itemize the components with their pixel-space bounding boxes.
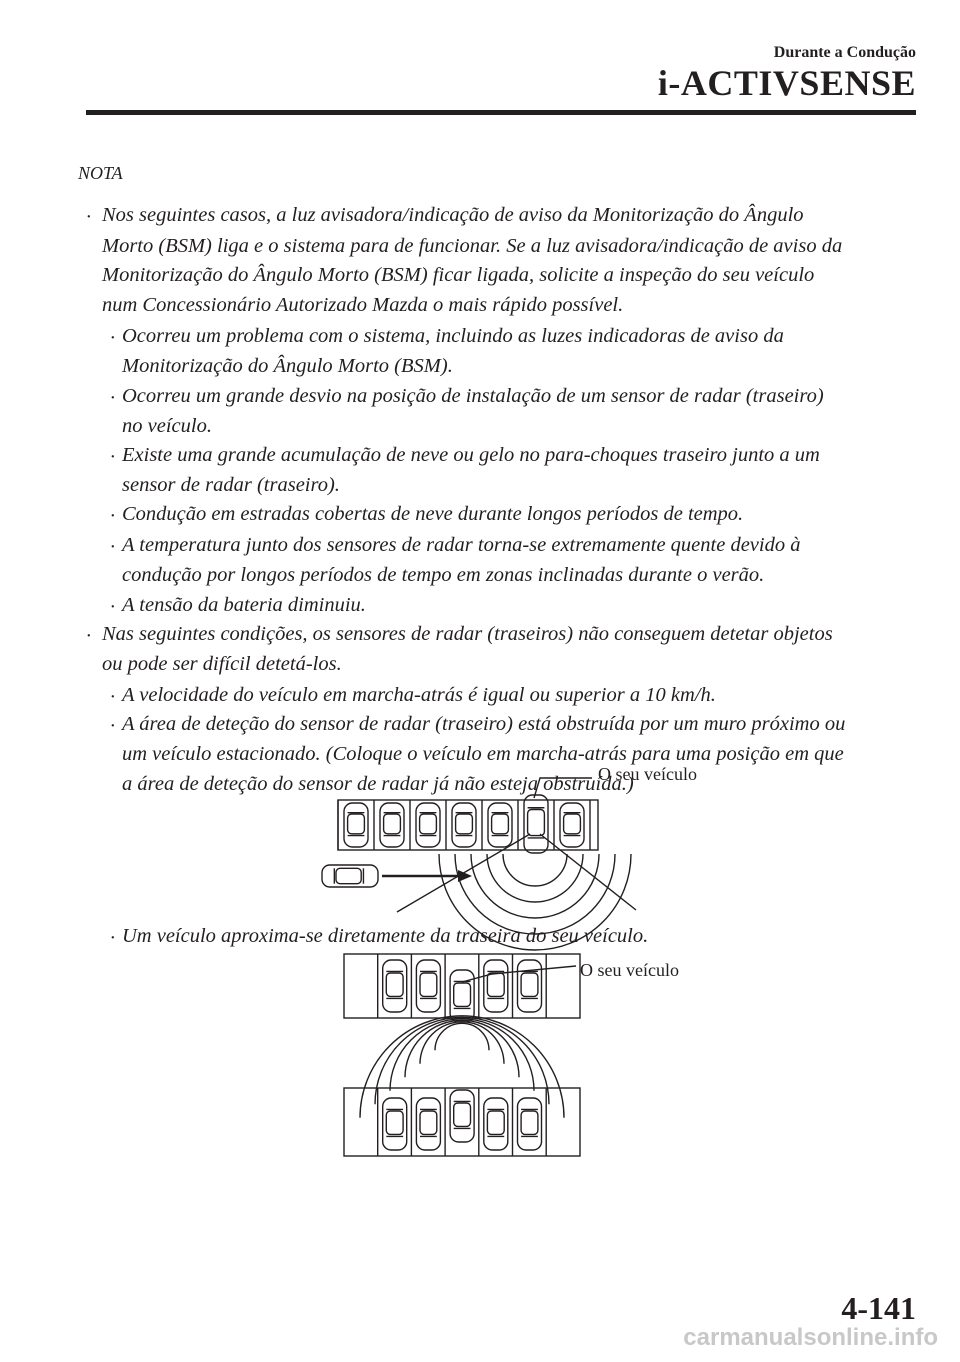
radar-arc (375, 1017, 549, 1104)
bullet-icon: · (110, 387, 115, 409)
sub-item-line: Ocorreu um problema com o sistema, incluindo as luzes indicadoras de aviso da (122, 325, 784, 347)
car-icon (416, 803, 440, 847)
car-icon (518, 960, 542, 1012)
car-icon (383, 960, 407, 1012)
car-icon (560, 803, 584, 847)
sub-item-line: no veículo. (122, 415, 212, 437)
bullet-icon: · (110, 596, 115, 618)
sub-item-line: um veículo estacionado. (Coloque o veículo em marcha-atrás para uma posição em que (122, 743, 844, 765)
car-icon (380, 803, 404, 847)
note-text-line: Nos seguintes casos, a luz avisadora/indicação de aviso da Monitorização do Ângulo (102, 204, 804, 226)
sub-item-line: a área de deteção do sensor de radar já não esteja obstruída.) (122, 773, 634, 795)
note-text-line: ou pode ser difícil detetá-los. (102, 653, 342, 675)
bullet-icon: · (86, 625, 91, 647)
bullet-icon: · (86, 206, 91, 228)
sub-item-line: Monitorização do Ângulo Morto (BSM). (122, 355, 453, 377)
sub-item-line: Um veículo aproxima-se diretamente da traseira do seu veículo. (122, 925, 649, 947)
sub-item-line: condução por longos períodos de tempo em zonas inclinadas durante o verão. (122, 564, 765, 586)
parking-diagram-rear-approach (342, 952, 582, 1162)
note-text-line: Nas seguintes condições, os sensores de radar (traseiros) não conseguem detetar objetos (102, 623, 833, 645)
car-icon (450, 1090, 474, 1142)
bullet-icon: · (110, 446, 115, 468)
bullet-icon: · (110, 536, 115, 558)
car-icon (452, 803, 476, 847)
car-icon (524, 795, 548, 853)
section-label: Durante a Condução (773, 44, 916, 61)
car-icon (344, 803, 368, 847)
note-text-line: Monitorização do Ângulo Morto (BSM) ficar ligada, solicite a inspeção do seu veículo (102, 264, 815, 286)
car-icon (518, 1098, 542, 1150)
page-number: 4-141 (841, 1290, 916, 1326)
note-text-line: Morto (BSM) liga e o sistema para de funcionar. Se a luz avisadora/indicação de aviso da (102, 235, 843, 257)
radar-arc (435, 1023, 489, 1050)
bullet-icon: · (110, 927, 115, 949)
sub-item-line: Condução em estradas cobertas de neve durante longos períodos de tempo. (122, 503, 744, 525)
sub-item-line: A área de deteção do sensor de radar (traseiro) está obstruída por um muro próximo ou (122, 713, 846, 735)
car-icon (416, 960, 440, 1012)
car-icon (488, 803, 512, 847)
sub-item-line: A temperatura junto dos sensores de radar torna-se extremamente quente devido à (122, 534, 801, 556)
car-icon (322, 865, 378, 887)
note-title: NOTA (78, 163, 123, 183)
sub-item-line: A velocidade do veículo em marcha-atrás é igual ou superior a 10 km/h. (122, 684, 716, 706)
car-icon (484, 1098, 508, 1150)
sub-item-line: Existe uma grande acumulação de neve ou gelo no para-choques traseiro junto a um (122, 444, 820, 466)
car-icon (416, 1098, 440, 1150)
figure-label: O seu veículo (580, 960, 679, 980)
bullet-icon: · (110, 686, 115, 708)
bullet-icon: · (110, 327, 115, 349)
figure-label: O seu veículo (598, 764, 697, 784)
radar-arc (455, 854, 615, 934)
sub-item-line: sensor de radar (traseiro). (122, 474, 340, 496)
bullet-icon: · (110, 505, 115, 527)
sub-item-line: Ocorreu um grande desvio na posição de instalação de um sensor de radar (traseiro) (122, 385, 824, 407)
sub-item-line: A tensão da bateria diminuiu. (122, 594, 366, 616)
radar-arc (503, 854, 567, 886)
note-text-line: num Concessionário Autorizado Mazda o mais rápido possível. (102, 294, 624, 316)
car-icon (484, 960, 508, 1012)
car-icon (383, 1098, 407, 1150)
watermark: carmanualsonline.info (683, 1324, 938, 1351)
chapter-title: i-ACTIVSENSE (657, 63, 916, 103)
bullet-icon: · (110, 715, 115, 737)
radar-arc (487, 854, 583, 902)
header-rule (86, 110, 916, 115)
car-icon (450, 970, 474, 1022)
